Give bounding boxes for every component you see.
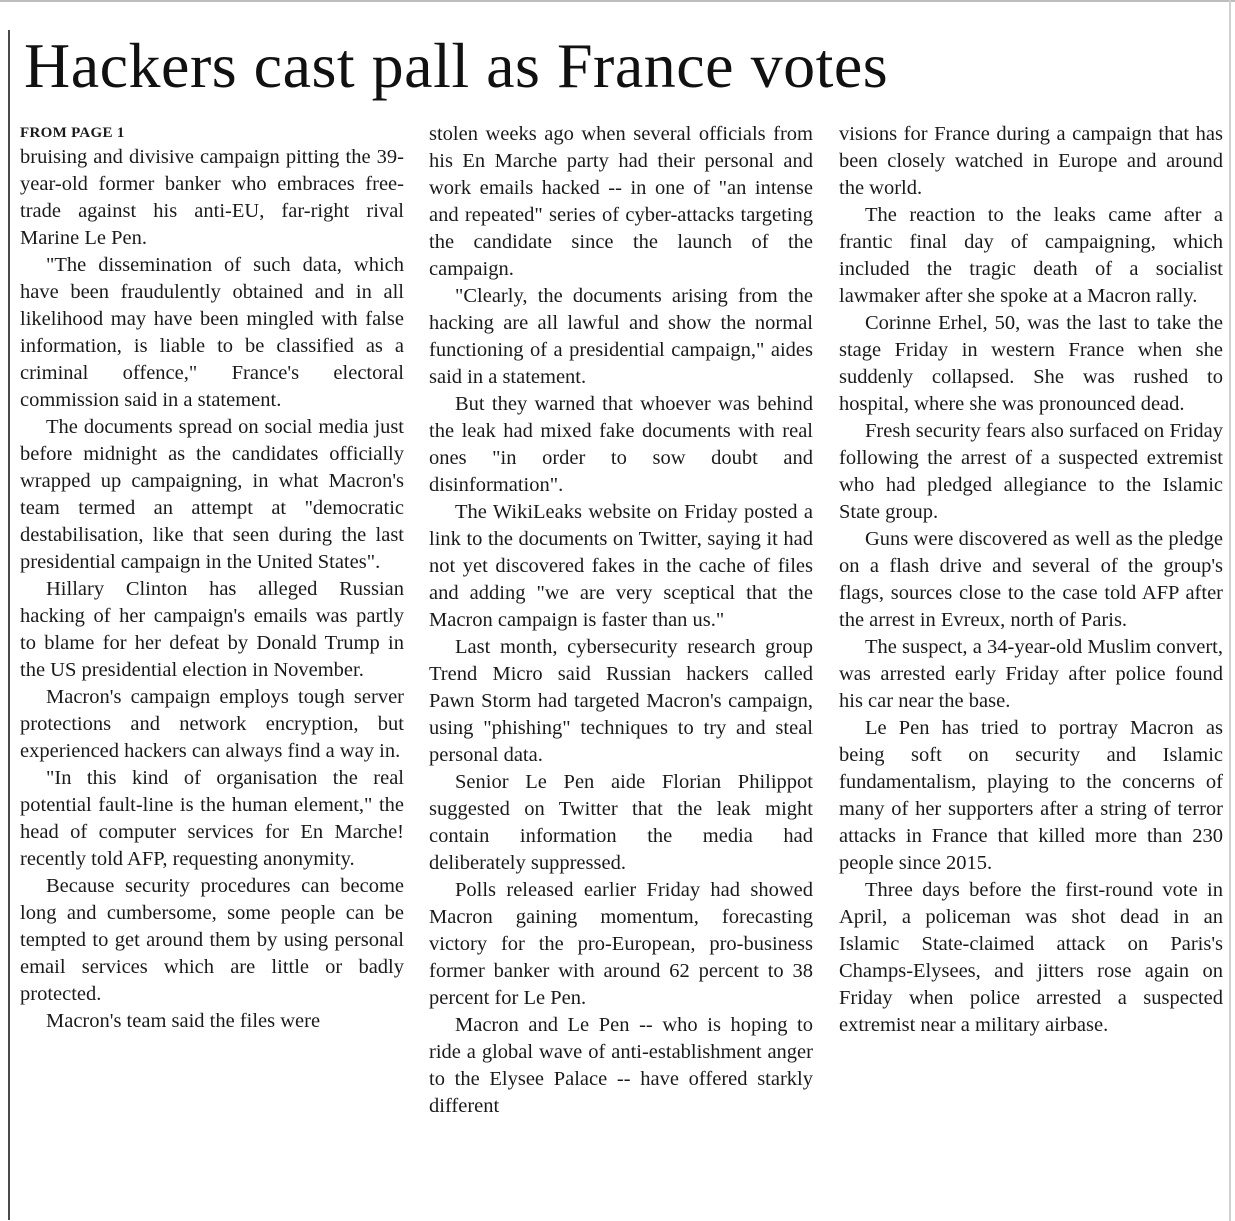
top-border-rule bbox=[0, 0, 1235, 2]
paragraph: Macron and Le Pen -- who is hoping to ride a global wave of anti-establishment anger to the Elysee Palace -- have offered starkly different bbox=[429, 1014, 813, 1117]
paragraph: But they warned that whoever was behind the leak had mixed fake documents with real ones "in order to sow doubt and disinformation". bbox=[429, 393, 813, 496]
paragraph: The documents spread on social media just before midnight as the candidates officially wrapped up campaigning, in what Macron's team termed an attempt at "democratic destabilisation, like that seen during the last presidential campaign in the United States". bbox=[20, 416, 404, 573]
paragraph: Senior Le Pen aide Florian Philippot suggested on Twitter that the leak might contain information the media had deliberately suppressed. bbox=[429, 771, 813, 874]
paragraph: Guns were discovered as well as the pledge on a flash drive and several of the group's flags, sources close to the case told AFP after the arrest in Evreux, north of Paris. bbox=[839, 528, 1223, 631]
paragraph: Hillary Clinton has alleged Russian hacking of her campaign's emails was partly to blame for her defeat by Donald Trump in the US presidential election in November. bbox=[20, 578, 404, 681]
paragraph: Three days before the first-round vote in April, a policeman was shot dead in an Islamic State-claimed attack on Paris's Champs-Elysees, and jitters rose again on Friday when police arrested a suspected extremist near a military airbase. bbox=[839, 879, 1223, 1036]
paragraph: Macron's campaign employs tough server protections and network encryption, but experienced hackers can always find a way in. bbox=[20, 686, 404, 762]
paragraph: Because security procedures can become long and cumbersome, some people can be tempted to get around them by using personal email services which are little or badly protected. bbox=[20, 875, 404, 1005]
paragraph: "In this kind of organisation the real potential fault-line is the human element," the head of computer services for En Marche! recently told AFP, requesting anonymity. bbox=[20, 767, 404, 870]
jump-label: FROM PAGE 1 bbox=[20, 125, 125, 141]
left-column-rule bbox=[8, 30, 10, 1220]
paragraph: Fresh security fears also surfaced on Friday following the arrest of a suspected extremist who had pledged allegiance to the Islamic State group. bbox=[839, 420, 1223, 523]
paragraph: bruising and divisive campaign pitting the 39-year-old former banker who embraces free-trade against his anti-EU, far-right rival Marine Le Pen. bbox=[20, 146, 404, 249]
paragraph: "The dissemination of such data, which have been fraudulently obtained and in all likelihood may have been mingled with false information, is liable to be classified as a criminal offence," France's electoral commission said in a statement. bbox=[20, 254, 404, 411]
paragraph: "Clearly, the documents arising from the hacking are all lawful and show the normal functioning of a presidential campaign," aides said in a statement. bbox=[429, 285, 813, 388]
paragraph: Last month, cybersecurity research group Trend Micro said Russian hackers called Pawn Storm had targeted Macron's campaign, using "phishing" techniques to try and steal personal data. bbox=[429, 636, 813, 766]
paragraph: The reaction to the leaks came after a frantic final day of campaigning, which included the tragic death of a socialist lawmaker after she spoke at a Macron rally. bbox=[839, 204, 1223, 307]
paragraph: The WikiLeaks website on Friday posted a link to the documents on Twitter, saying it had not yet discovered fakes in the cache of files and adding "we are very sceptical that the Macron campaign is faster than us." bbox=[429, 501, 813, 631]
paragraph: stolen weeks ago when several officials from his En Marche party had their personal and work emails hacked -- in one of "an intense and repeated" series of cyber-attacks targeting the candidate since the launch of the campaign. bbox=[429, 123, 813, 280]
article-column-3 bbox=[839, 121, 1223, 1039]
paragraph: visions for France during a campaign that has been closely watched in Europe and around the world. bbox=[839, 123, 1223, 199]
article-column-1 bbox=[20, 122, 404, 1035]
article-column-2 bbox=[429, 121, 813, 1120]
paragraph: The suspect, a 34-year-old Muslim convert, was arrested early Friday after police found his car near the base. bbox=[839, 636, 1223, 712]
paragraph: Corinne Erhel, 50, was the last to take the stage Friday in western France when she suddenly collapsed. She was rushed to hospital, where she was pronounced dead. bbox=[839, 312, 1223, 415]
paragraph: Polls released earlier Friday had showed Macron gaining momentum, forecasting victory for the pro-European, pro-business former banker with around 62 percent to 38 percent for Le Pen. bbox=[429, 879, 813, 1009]
article-headline: Hackers cast pall as France votes bbox=[24, 30, 889, 101]
right-border-rule bbox=[1229, 0, 1231, 1221]
paragraph: Le Pen has tried to portray Macron as being soft on security and Islamic fundamentalism, playing to the concerns of many of her supporters after a string of terror attacks in France that killed more than 230 people since 2015. bbox=[839, 717, 1223, 874]
paragraph: Macron's team said the files were bbox=[46, 1010, 321, 1032]
